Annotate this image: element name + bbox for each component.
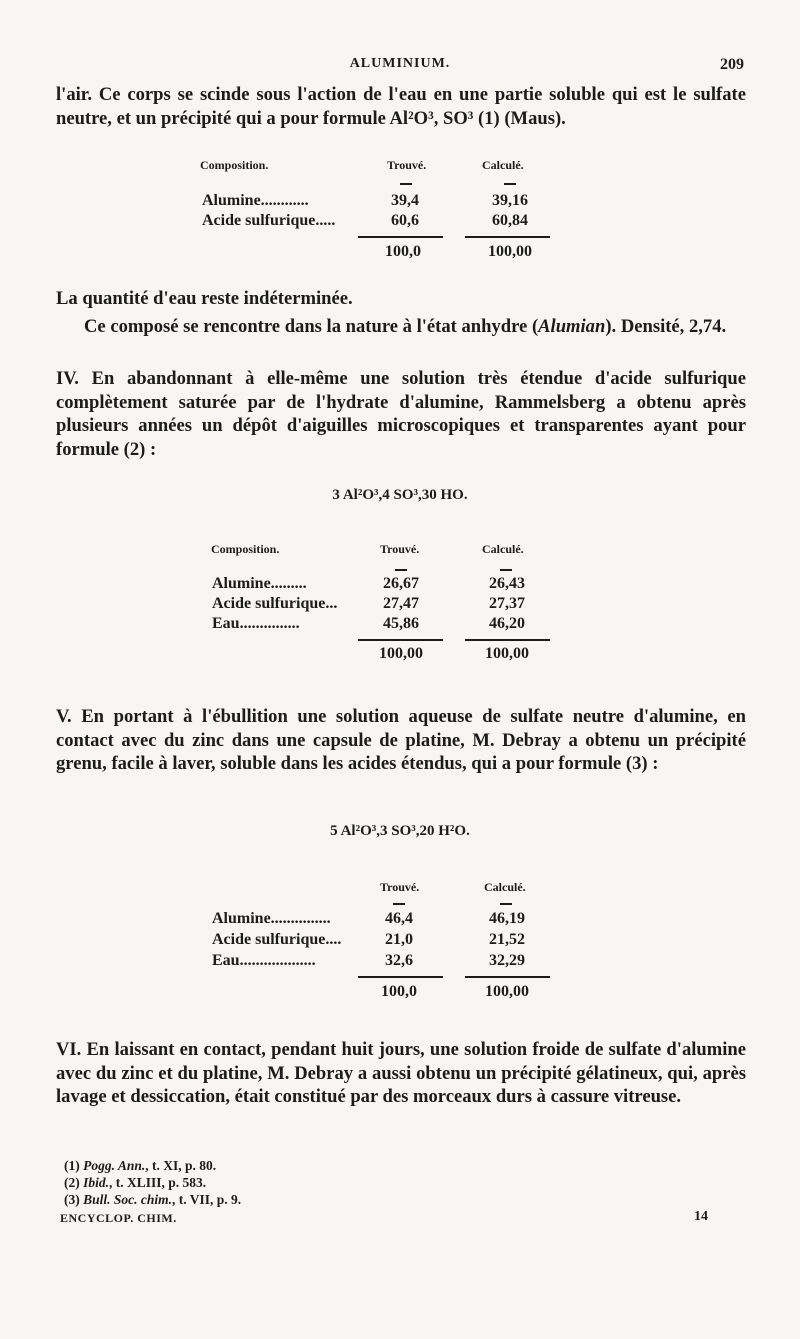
table-2-row-calculated: 27,37 [489, 595, 525, 612]
paragraph-6: VI. En laissant en contact, pendant huit jours, une solution froide de sulfate d'alumine avec du zinc et du platine, M. Debray a aussi obtenu un précipité gélatineux, qui, après lavage et dessiccation, était constitué par des morceaux durs à cassure vitreuse. [56, 1039, 746, 1107]
footnote-1 [64, 1158, 216, 1174]
footnote-marker: (3) [64, 1192, 80, 1207]
table-2-row-label: Alumine......... [212, 575, 307, 592]
table-3-sum-rule-found [358, 976, 443, 978]
formula-al2o3-so3: Al²O³, SO³ (1) (Maus). [389, 107, 566, 129]
footnote-source: Pogg. Ann. [83, 1158, 146, 1173]
table-3-total-found: 100,0 [381, 983, 417, 1000]
table-3-header-calculated: Calculé. [484, 880, 526, 894]
footnote-reference: , t. XI, p. 80. [145, 1158, 217, 1173]
table-3-dash-found [393, 903, 405, 905]
paragraph-4: IV. En abandonnant à elle-même une solution très étendue d'acide sulfurique complètement saturée par de l'hydrate d'alumine, Rammelsberg a obtenu après plusieurs années un dépôt d'aiguilles microscopiques et transparentes ayant pour formule (2) : [56, 368, 746, 460]
table-1-header-calculated: Calculé. [482, 158, 524, 172]
table-3-row-calculated: 32,29 [489, 952, 525, 969]
footnote-marker: (1) [64, 1158, 80, 1173]
table-2-row-calculated: 26,43 [489, 575, 525, 592]
signature-number: 14 [694, 1209, 708, 1224]
table-1-sum-rule-found [358, 236, 443, 238]
footnote-reference: , t. XLIII, p. 583. [109, 1175, 207, 1190]
footnote-source: Bull. Soc. chim. [83, 1192, 173, 1207]
table-3-header-found: Trouvé. [380, 880, 420, 894]
footnote-source: Ibid. [83, 1175, 110, 1190]
table-3-row-label: Alumine............... [212, 910, 331, 927]
table-1-dash-found [400, 183, 412, 185]
table-1-total-calculated: 100,00 [488, 243, 532, 260]
table-3-row-found: 21,0 [385, 931, 413, 948]
footnote-2 [64, 1175, 206, 1191]
paragraph-1 [56, 83, 746, 130]
paragraph-3-tail: ). Densité, 2,74. [605, 316, 727, 337]
paragraph-2: La quantité d'eau reste indéterminée. [56, 288, 353, 309]
table-2-sum-rule-found [358, 639, 443, 641]
table-1-row-label: Acide sulfurique..... [202, 212, 336, 229]
table-2-row-label: Eau............... [212, 615, 300, 632]
footnote-reference: , t. VII, p. 9. [172, 1192, 242, 1207]
table-1-row-found: 60,6 [391, 212, 419, 229]
table-2-row-calculated: 46,20 [489, 615, 525, 632]
table-2-total-found: 100,00 [379, 645, 423, 662]
table-3-row-found: 46,4 [385, 910, 413, 927]
table-3-total-calculated: 100,00 [485, 983, 529, 1000]
table-2-row-found: 26,67 [383, 575, 419, 592]
formula-3: 5 Al²O³,3 SO³,20 H²O. [330, 823, 470, 839]
table-3-sum-rule-calculated [465, 976, 550, 978]
running-head [0, 56, 800, 78]
mineral-name-alumian: Alumian [538, 316, 606, 337]
table-2-dash-calculated [500, 569, 512, 571]
footnote-3 [64, 1192, 241, 1208]
table-1-row-found: 39,4 [391, 192, 419, 209]
table-3-dash-calculated [500, 903, 512, 905]
table-2-header-composition: Composition. [211, 542, 280, 556]
table-1-row-calculated: 60,84 [492, 212, 528, 229]
page-number: 209 [720, 56, 744, 73]
table-3-row-label: Acide sulfurique.... [212, 931, 342, 948]
table-1-total-found: 100,0 [385, 243, 421, 260]
table-2-header-found: Trouvé. [380, 542, 420, 556]
table-1-row-calculated: 39,16 [492, 192, 528, 209]
table-2-row-found: 45,86 [383, 615, 419, 632]
table-3-row-label: Eau................... [212, 952, 316, 969]
table-1-header-found: Trouvé. [387, 158, 427, 172]
paragraph-3 [56, 315, 746, 339]
paragraph-3-text: Ce composé se rencontre dans la nature à l'état anhydre ( [84, 316, 539, 337]
table-2-total-calculated: 100,00 [485, 645, 529, 662]
running-head-title: ALUMINIUM. [349, 56, 451, 71]
table-1-sum-rule-calculated [465, 236, 550, 238]
table-2-row-label: Acide sulfurique... [212, 595, 338, 612]
table-3-row-calculated: 46,19 [489, 910, 525, 927]
table-1-row-label: Alumine............ [202, 192, 309, 209]
formula-2: 3 Al²O³,4 SO³,30 HO. [332, 487, 468, 503]
table-2-row-found: 27,47 [383, 595, 419, 612]
footnote-marker: (2) [64, 1175, 80, 1190]
table-2-dash-found [395, 569, 407, 571]
paragraph-1-text: l'air. Ce corps se scinde sous l'action de l'eau en une partie soluble qui est le sulfate neutre, et un précipité qui a pour formule [56, 84, 746, 129]
table-3-row-found: 32,6 [385, 952, 413, 969]
table-1-dash-calculated [504, 183, 516, 185]
table-2-header-calculated: Calculé. [482, 542, 524, 556]
paragraph-5: V. En portant à l'ébullition une solution aqueuse de sulfate neutre d'alumine, en contact avec du zinc dans une capsule de platine, M. Debray a obtenu un précipité grenu, facile à laver, soluble dans les acides étendus, qui a pour formule (3) : [56, 706, 746, 774]
signature-mark: ENCYCLOP. CHIM. [60, 1211, 177, 1225]
table-2-sum-rule-calculated [465, 639, 550, 641]
table-3-row-calculated: 21,52 [489, 931, 525, 948]
table-1-header-composition: Composition. [200, 158, 269, 172]
